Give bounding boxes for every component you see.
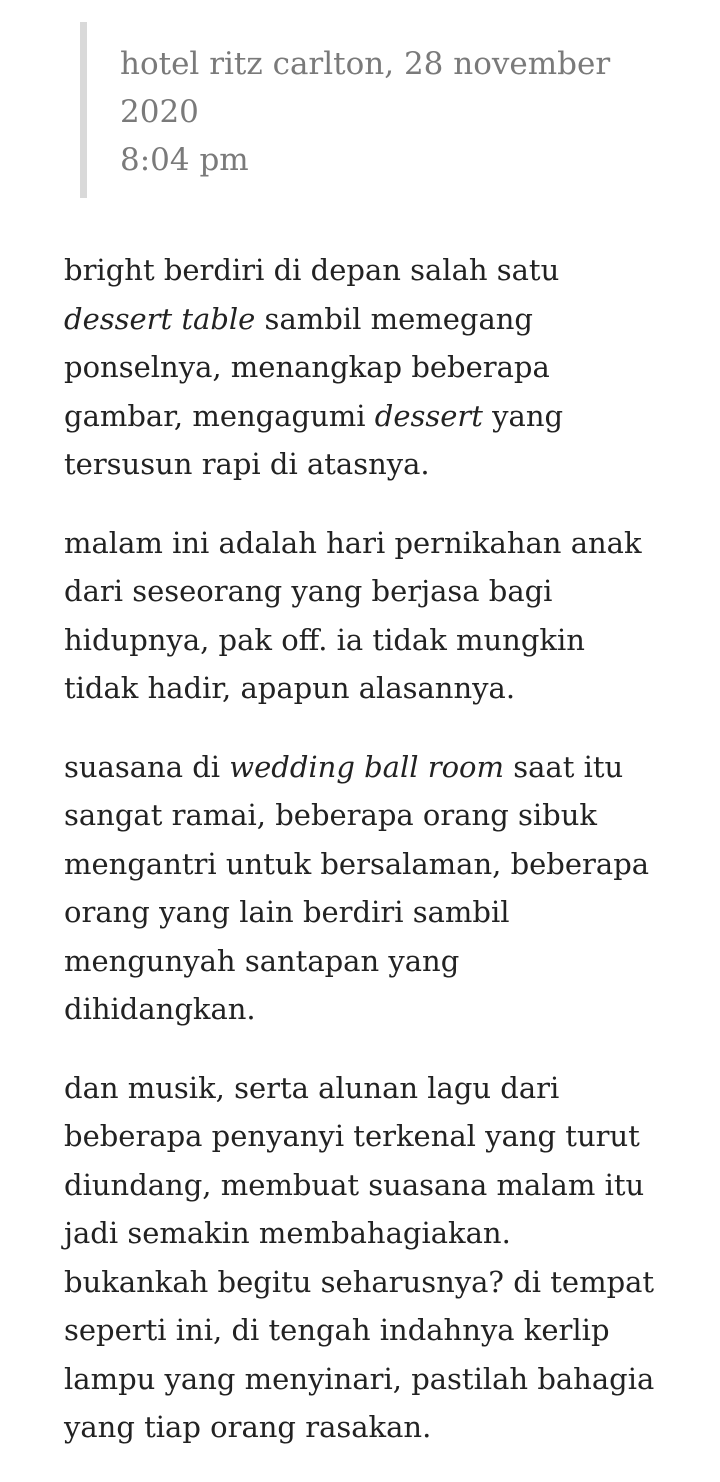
story-line bbox=[64, 1112, 684, 1161]
text-segment: gambar, mengagumi bbox=[64, 398, 375, 433]
story-line bbox=[64, 567, 684, 616]
text-segment: dari seseorang yang berjasa bagi bbox=[64, 574, 553, 608]
text-segment: beberapa penyanyi terkenal yang turut bbox=[64, 1119, 640, 1153]
story-paragraph bbox=[64, 519, 684, 713]
text-segment: sangat ramai, beberapa orang sibuk bbox=[64, 798, 597, 832]
text-segment: mengunyah santapan yang bbox=[64, 943, 460, 978]
story-line bbox=[64, 392, 684, 441]
text-segment: tersusun rapi di atasnya. bbox=[64, 447, 430, 481]
text-segment: suasana di bbox=[64, 749, 230, 784]
story-paragraph bbox=[64, 246, 684, 489]
text-segment: yang tiap orang rasakan. bbox=[64, 1410, 432, 1444]
text-segment: mengantri untuk bersalaman, beberapa bbox=[64, 846, 650, 881]
story-line bbox=[64, 743, 684, 792]
story-paragraph bbox=[64, 743, 684, 1034]
story-line bbox=[64, 1403, 684, 1452]
story-line bbox=[64, 1258, 684, 1307]
story-body bbox=[64, 246, 684, 1482]
story-line bbox=[64, 1355, 684, 1404]
text-segment: dihidangkan. bbox=[64, 992, 256, 1026]
story-line bbox=[64, 1306, 684, 1355]
text-segment: sambil memegang bbox=[255, 301, 533, 336]
text-segment: yang bbox=[482, 398, 564, 433]
text-segment: jadi semakin membahagiakan. bbox=[64, 1216, 511, 1250]
scene-time: 8:04 pm bbox=[120, 142, 249, 178]
scene-location-date: hotel ritz carlton, 28 november bbox=[120, 46, 611, 82]
text-segment: hidupnya, pak off. ia tidak mungkin bbox=[64, 622, 585, 657]
story-line bbox=[64, 1161, 684, 1210]
story-line bbox=[64, 888, 684, 937]
italic-text-segment: wedding ball room bbox=[229, 749, 505, 784]
text-segment: malam ini adalah hari pernikahan anak bbox=[64, 525, 642, 560]
story-line bbox=[64, 616, 684, 665]
italic-text-segment: dessert table bbox=[64, 301, 256, 336]
story-line bbox=[64, 440, 684, 489]
text-segment: tidak hadir, apapun alasannya. bbox=[64, 671, 516, 705]
story-line bbox=[64, 246, 684, 295]
story-line bbox=[64, 1064, 684, 1113]
story-line bbox=[64, 295, 684, 344]
text-segment: lampu yang menyinari, pastilah bahagia bbox=[64, 1361, 655, 1396]
story-line bbox=[64, 519, 684, 568]
text-segment: bright berdiri di depan salah satu bbox=[64, 253, 560, 287]
story-line bbox=[64, 1209, 684, 1258]
text-segment: seperti ini, di tengah indahnya kerlip bbox=[64, 1313, 610, 1347]
scene-header-blockquote bbox=[80, 22, 640, 198]
text-segment: dan musik, serta alunan lagu dari bbox=[64, 1070, 560, 1105]
story-line bbox=[64, 791, 684, 840]
text-segment: diundang, membuat suasana malam itu bbox=[64, 1167, 645, 1202]
story-paragraph bbox=[64, 1064, 684, 1452]
story-line bbox=[64, 343, 684, 392]
text-segment: saat itu bbox=[504, 749, 624, 784]
italic-text-segment: dessert bbox=[374, 398, 483, 433]
story-line bbox=[64, 937, 684, 986]
story-line bbox=[64, 840, 684, 889]
text-segment: ponselnya, menangkap beberapa bbox=[64, 350, 550, 384]
story-line bbox=[64, 985, 684, 1034]
scene-year: 2020 bbox=[120, 94, 199, 130]
text-segment: bukankah begitu seharusnya? di tempat bbox=[64, 1264, 655, 1299]
text-segment: orang yang lain berdiri sambil bbox=[64, 895, 510, 929]
story-line bbox=[64, 664, 684, 713]
